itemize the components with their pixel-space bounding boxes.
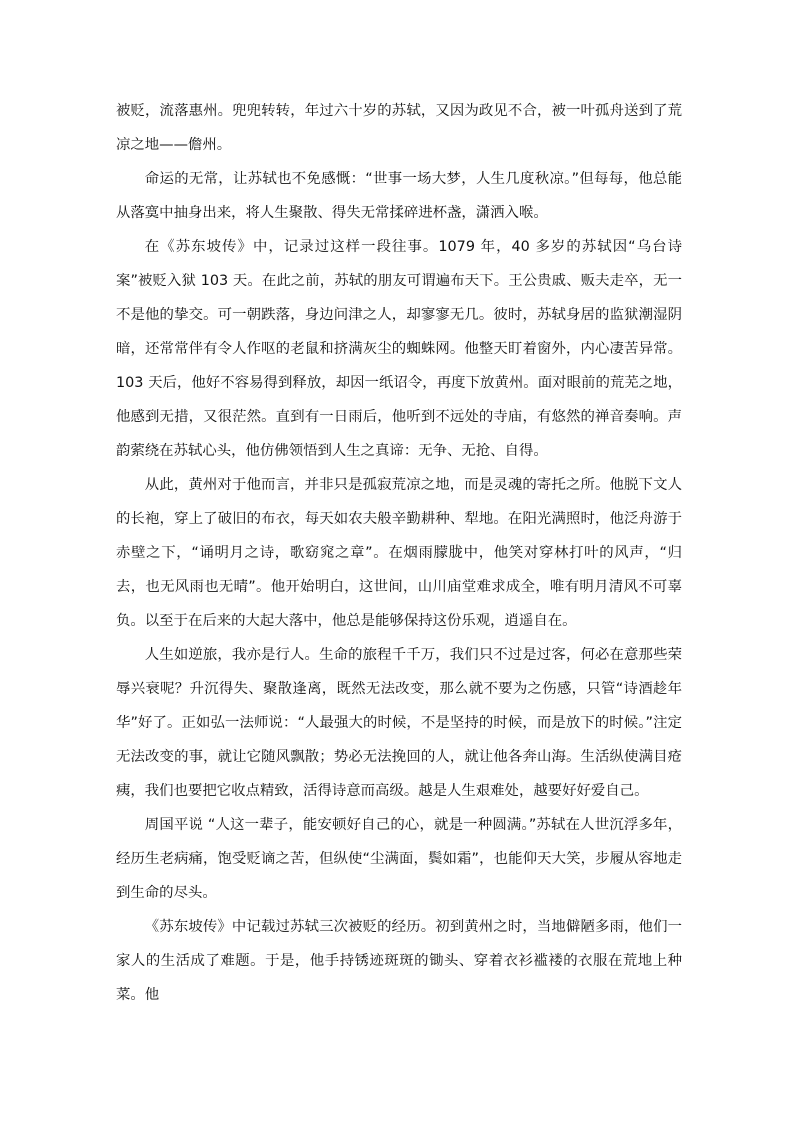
paragraph-4: 从此，黄州对于他而言，并非只是孤寂荒凉之地，而是灵魂的寄托之所。他脱下文人的长袍，穿上了破旧的布衣，每天如农夫般辛勤耕种、犁地。在阳光满照时，他泛舟游于赤壁之下，“诵明月之诗，歌窈窕之章”。在烟雨朦胧中，他笑对穿林打叶的风声，“归去，也无风雨也无晴”。他开始明白，这世间，山川庙堂难求成全，唯有明月清风不可辜负。以至于在后来的大起大落中，他总是能够保持这份乐观，逍遥自在。 [116,477,682,629]
paragraph-2: 命运的无常，让苏轼也不免感慨：“世事一场大梦，人生几度秋凉。”但每每，他总能从落寞中抽身出来，将人生聚散、得失无常揉碎进杯盏，潇洒入喉。 [116,171,682,221]
paragraph-7: 《苏东坡传》中记载过苏轼三次被贬的经历。初到黄州之时，当地僻陋多雨，他们一家人的生活成了难题。于是，他手持锈迹斑斑的锄头、穿着衣衫褴褛的衣服在荒地上种菜。他 [116,919,682,1003]
article-body [116,94,682,1012]
paragraph-1: 被贬，流落惠州。兜兜转转，年过六十岁的苏轼，又因为政见不合，被一叶孤舟送到了荒凉之地——儋州。 [116,103,682,153]
paragraph-3: 在《苏东坡传》中，记录过这样一段往事。1079 年，40 多岁的苏轼因“乌台诗案”被贬入狱 103 天。在此之前，苏轼的朋友可谓遍布天下。王公贵戚、贩夫走卒，无一不是他的挚交。可一朝跌落，身边问津之人，却寥寥无几。彼时，苏轼身居的监狱潮湿阴暗，还常常伴有令人作呕的老鼠和挤满灰尘的蜘蛛网。他整天盯着窗外，内心凄苦异常。103 天后，他好不容易得到释放，却因一纸诏令，再度下放黄州。面对眼前的荒芜之地，他感到无措，又很茫然。直到有一日雨后，他听到不远处的寺庙，有悠然的禅音奏响。声韵萦绕在苏轼心头，他仿佛领悟到人生之真谛：无争、无抢、自得。 [116,239,682,459]
paragraph-6: 周国平说 “人这一辈子，能安顿好自己的心，就是一种圆满。”苏轼在人世沉浮多年，经历生老病痛，饱受贬谪之苦，但纵使“尘满面，鬓如霜”，也能仰天大笑，步履从容地走到生命的尽头。 [116,817,682,901]
paragraph-5: 人生如逆旅，我亦是行人。生命的旅程千千万，我们只不过是过客，何必在意那些荣辱兴衰呢？升沉得失、聚散逢离，既然无法改变，那么就不要为之伤感，只管“诗酒趁年华”好了。正如弘一法师说：“人最强大的时候，不是坚持的时候，而是放下的时候。”注定无法改变的事，就让它随风飘散；势必无法挽回的人，就让他各奔山海。生活纵使满目疮痍，我们也要把它收点精致，活得诗意而高级。越是人生艰难处，越要好好爱自己。 [116,647,682,799]
